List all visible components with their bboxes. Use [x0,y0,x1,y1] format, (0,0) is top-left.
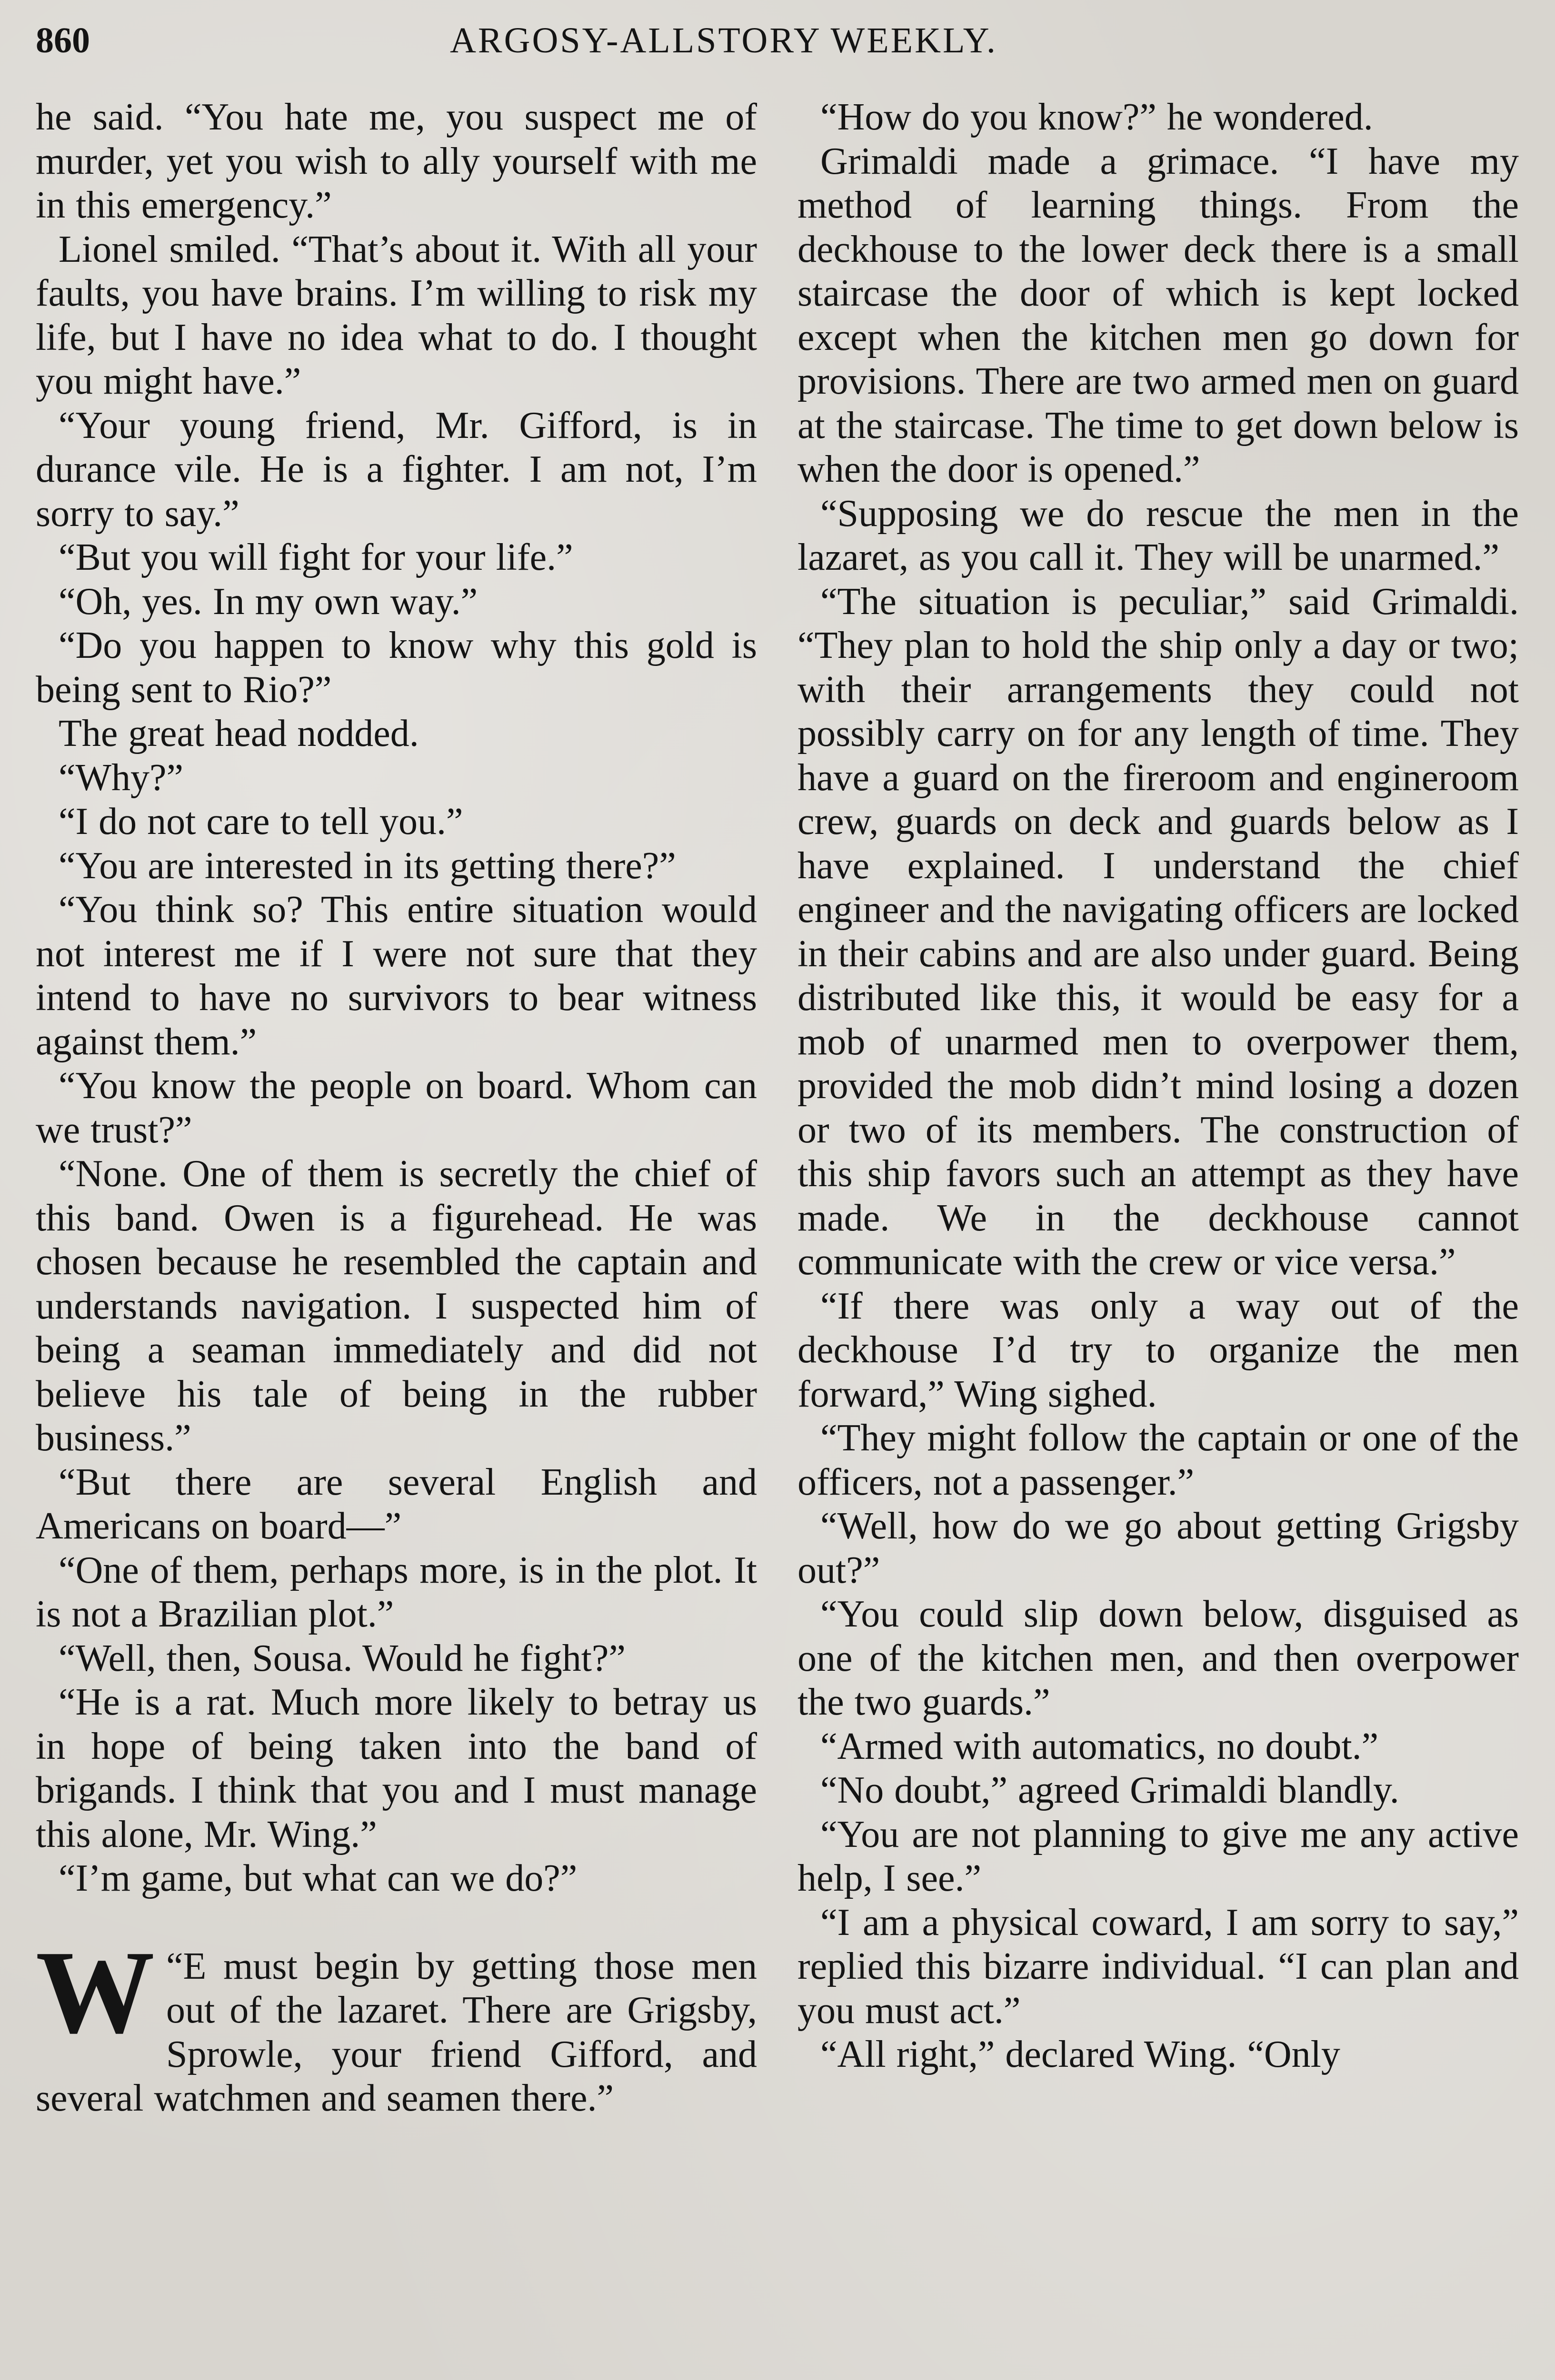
paragraph: “You are interested in its getting there?” [59,844,676,887]
paragraph: “One of them, perhaps more, is in the plot. It is not a Brazilian plot.” [36,1549,757,1635]
paragraph: “He is a rat. Much more likely to betray us in hope of being taken into the band of brigands. I think that you and I must manage this alone, Mr. Wing.” [36,1681,757,1855]
paragraph: “I’m game, but what can we do?” [59,1857,578,1899]
drop-cap: W [36,1926,155,2058]
drop-cap-text: E must begin by getting those men out of the lazaret. There are Grigsby, Sprowle, your friend Gifford, and several watchmen and seamen there.” [36,1945,757,2119]
paragraph: “The situation is peculiar,” said Grimaldi. “They plan to hold the ship only a day or two; with their arrangements they could not possibly carry on for any length of time. They have a guard on the fireroom and engineroom crew, guards on deck and guards below as I have explained. I understand the chief engineer and the navigating officers are locked in their cabins and are also under guard. Being distributed like this, it would be easy for a mob of unarmed men to overpower them, provided the mob didn’t mind losing a dozen or two of its members. The construction of this ship favors such an attempt as they have made. We in the deckhouse cannot communicate with the crew or vice versa.” [797,580,1519,1283]
paragraph: “You are not planning to give me any active help, I see.” [797,1813,1519,1899]
paragraph: The great head nodded. [59,713,419,754]
paragraph: “I am a physical coward, I am sorry to say,” replied this bizarre individual. “I can plan and you must act.” [797,1901,1519,2032]
paragraph: “Well, then, Sousa. Would he fight?” [59,1637,626,1679]
paragraph: Grimaldi made a grimace. “I have my method of learning things. From the deckhouse to the lower deck there is a small staircase the door of which is kept locked except when the kitchen men go down for provisions. There are two armed men on guard at the staircase. The time to get down below is when the door is opened.” [797,140,1519,490]
paragraph: “Supposing we do rescue the men in the lazaret, as you call it. They will be unarmed.” [797,492,1519,578]
paragraph: “No doubt,” agreed Grimaldi blandly. [820,1769,1399,1811]
paragraph: “Well, how do we go about getting Grigsby out?” [797,1505,1519,1591]
paragraph: “Your young friend, Mr. Gifford, is in durance vile. He is a fighter. I am not, I’m sorry to say.” [36,404,757,535]
paragraph: “But you will fight for your life.” [59,536,573,578]
paragraph: “If there was only a way out of the deckhouse I’d try to organize the men forward,” Wing sighed. [797,1285,1519,1415]
paragraph: “You know the people on board. Whom can we trust?” [36,1065,757,1151]
right-column [797,95,1519,2380]
page-header [36,14,1526,67]
paragraph: “None. One of them is secretly the chief of this band. Owen is a figurehead. He was chosen because he resembled the captain and understands navigation. I suspected him of being a seaman immediately and did not believe his tale of being in the rubber business.” [36,1153,757,1459]
paragraph: “How do you know?” he wondered. [820,96,1373,138]
paragraph: “Oh, yes. In my own way.” [59,580,478,623]
paragraph: “You think so? This entire situation would not interest me if I were not sure that they intend to have no survivors to bear witness against them.” [36,889,757,1063]
running-head: ARGOSY-ALLSTORY WEEKLY. [450,20,997,60]
paragraph: “I do not care to tell you.” [59,801,463,843]
paragraph: “You could slip down below, disguised as one of the kitchen men, and then overpower the two guards.” [797,1593,1519,1723]
opening-quote: “ [166,1945,183,1987]
paragraph: “All right,” declared Wing. “Only [820,2033,1340,2075]
paragraph: “Armed with automatics, no doubt.” [820,1725,1379,1767]
paragraph: “But there are several English and Americans on board—” [36,1461,757,1547]
paragraph: “Do you happen to know why this gold is being sent to Rio?” [36,625,757,711]
paragraph: “Why?” [59,756,184,799]
paragraph: Lionel smiled. “That’s about it. With all your faults, you have brains. I’m willing to risk my life, but I have no idea what to do. I thought you might have.” [36,228,757,402]
page-number: 860 [36,20,90,60]
paragraph: he said. “You hate me, you suspect me of murder, yet you wish to ally yourself with me in this emergency.” [36,96,757,226]
left-column [36,95,757,2380]
section-opening-paragraph [36,1926,757,2121]
paragraph: “They might follow the captain or one of the officers, not a passenger.” [797,1417,1519,1503]
